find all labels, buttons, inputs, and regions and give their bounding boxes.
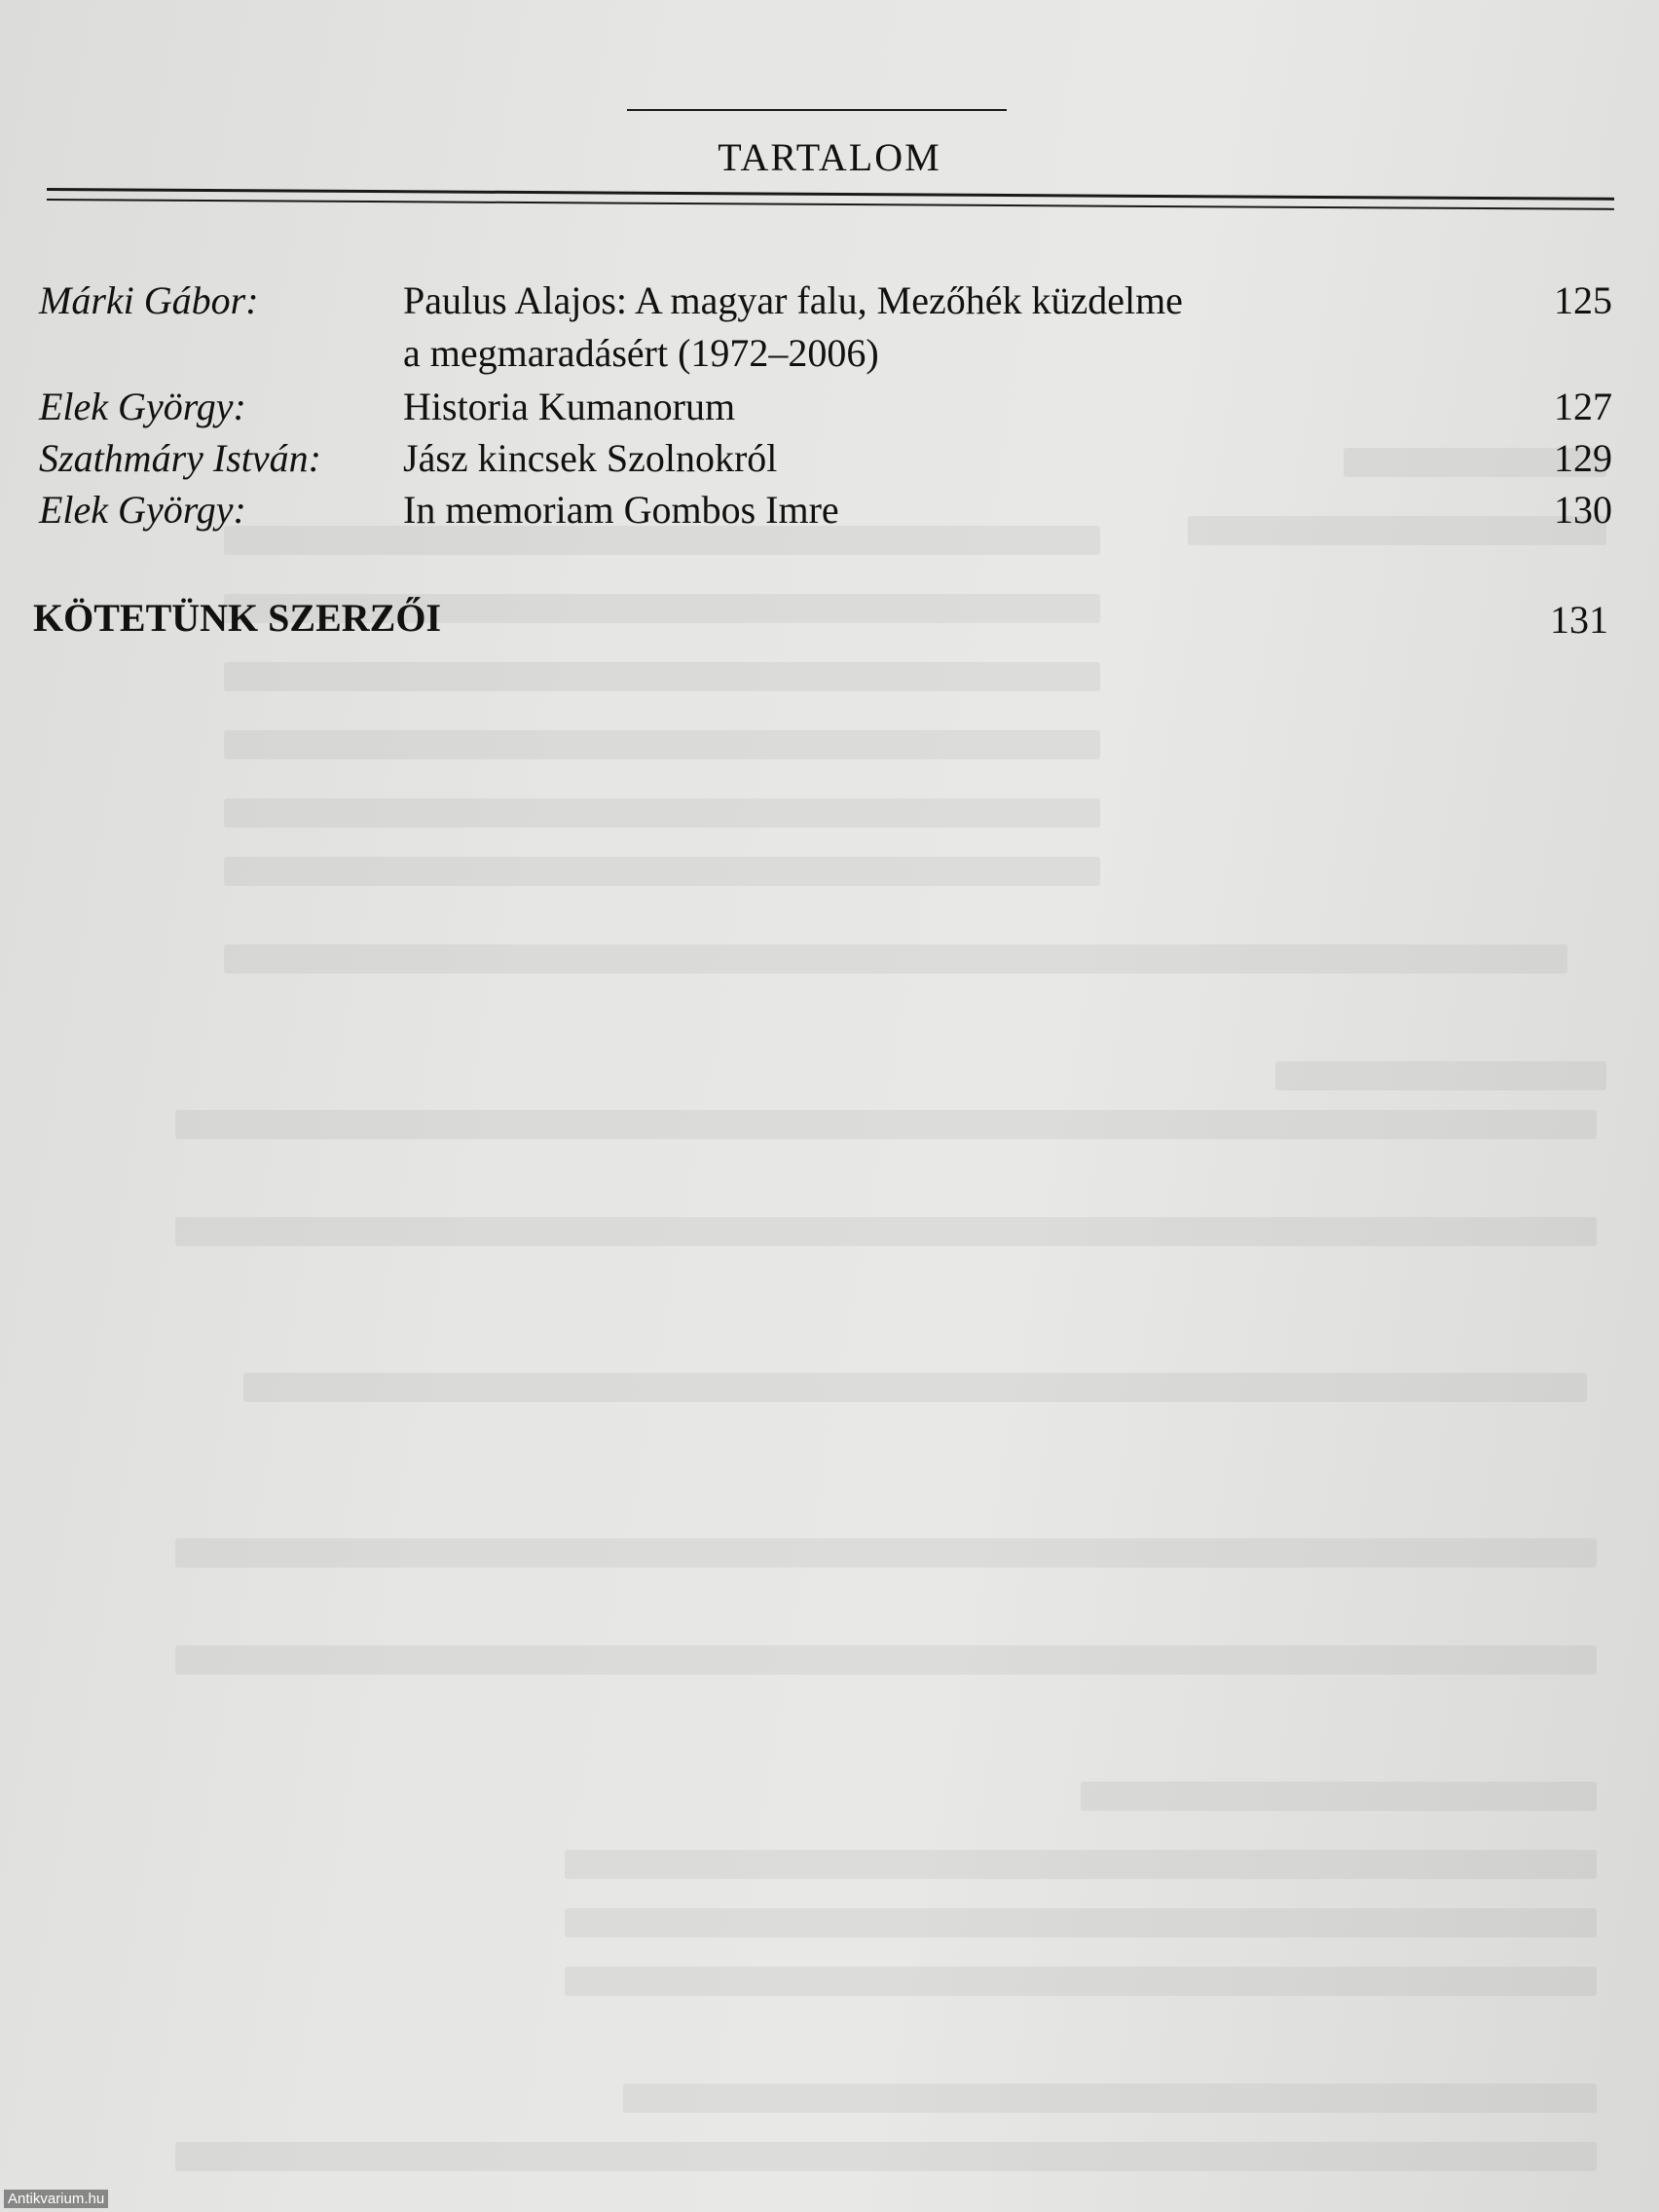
section-page-number: 131 bbox=[1550, 598, 1608, 642]
entry-author: Elek György: bbox=[39, 488, 246, 532]
entry-page-number: 125 bbox=[1554, 278, 1612, 322]
entry-title-line: Jász kincsek Szolnokról bbox=[403, 436, 778, 480]
entry-page-number: 130 bbox=[1554, 488, 1612, 532]
title-double-rule bbox=[47, 188, 1614, 210]
page-title: TARTALOM bbox=[718, 135, 941, 179]
entry-title bbox=[403, 432, 777, 485]
entry-page-number: 129 bbox=[1554, 436, 1612, 480]
entry-author: Szathmáry István: bbox=[39, 436, 321, 480]
entry-author: Elek György: bbox=[39, 385, 246, 428]
entry-page-number: 127 bbox=[1554, 385, 1612, 428]
entry-title bbox=[403, 381, 735, 433]
watermark: Antikvarium.hu bbox=[4, 2190, 108, 2208]
entry-author: Márki Gábor: bbox=[39, 278, 259, 322]
entry-title-line: In memoriam Gombos Imre bbox=[403, 488, 839, 532]
entry-title-line: a megmaradásért (1972–2006) bbox=[403, 331, 879, 375]
entry-title bbox=[403, 275, 1183, 380]
entry-title bbox=[403, 484, 839, 536]
entry-title-line: Historia Kumanorum bbox=[403, 385, 736, 428]
top-rule bbox=[627, 109, 1007, 111]
entry-title-line: Paulus Alajos: A magyar falu, Mezőhék küzdelme bbox=[403, 278, 1183, 322]
section-heading: KÖTETÜNK SZERZŐI bbox=[33, 596, 442, 640]
